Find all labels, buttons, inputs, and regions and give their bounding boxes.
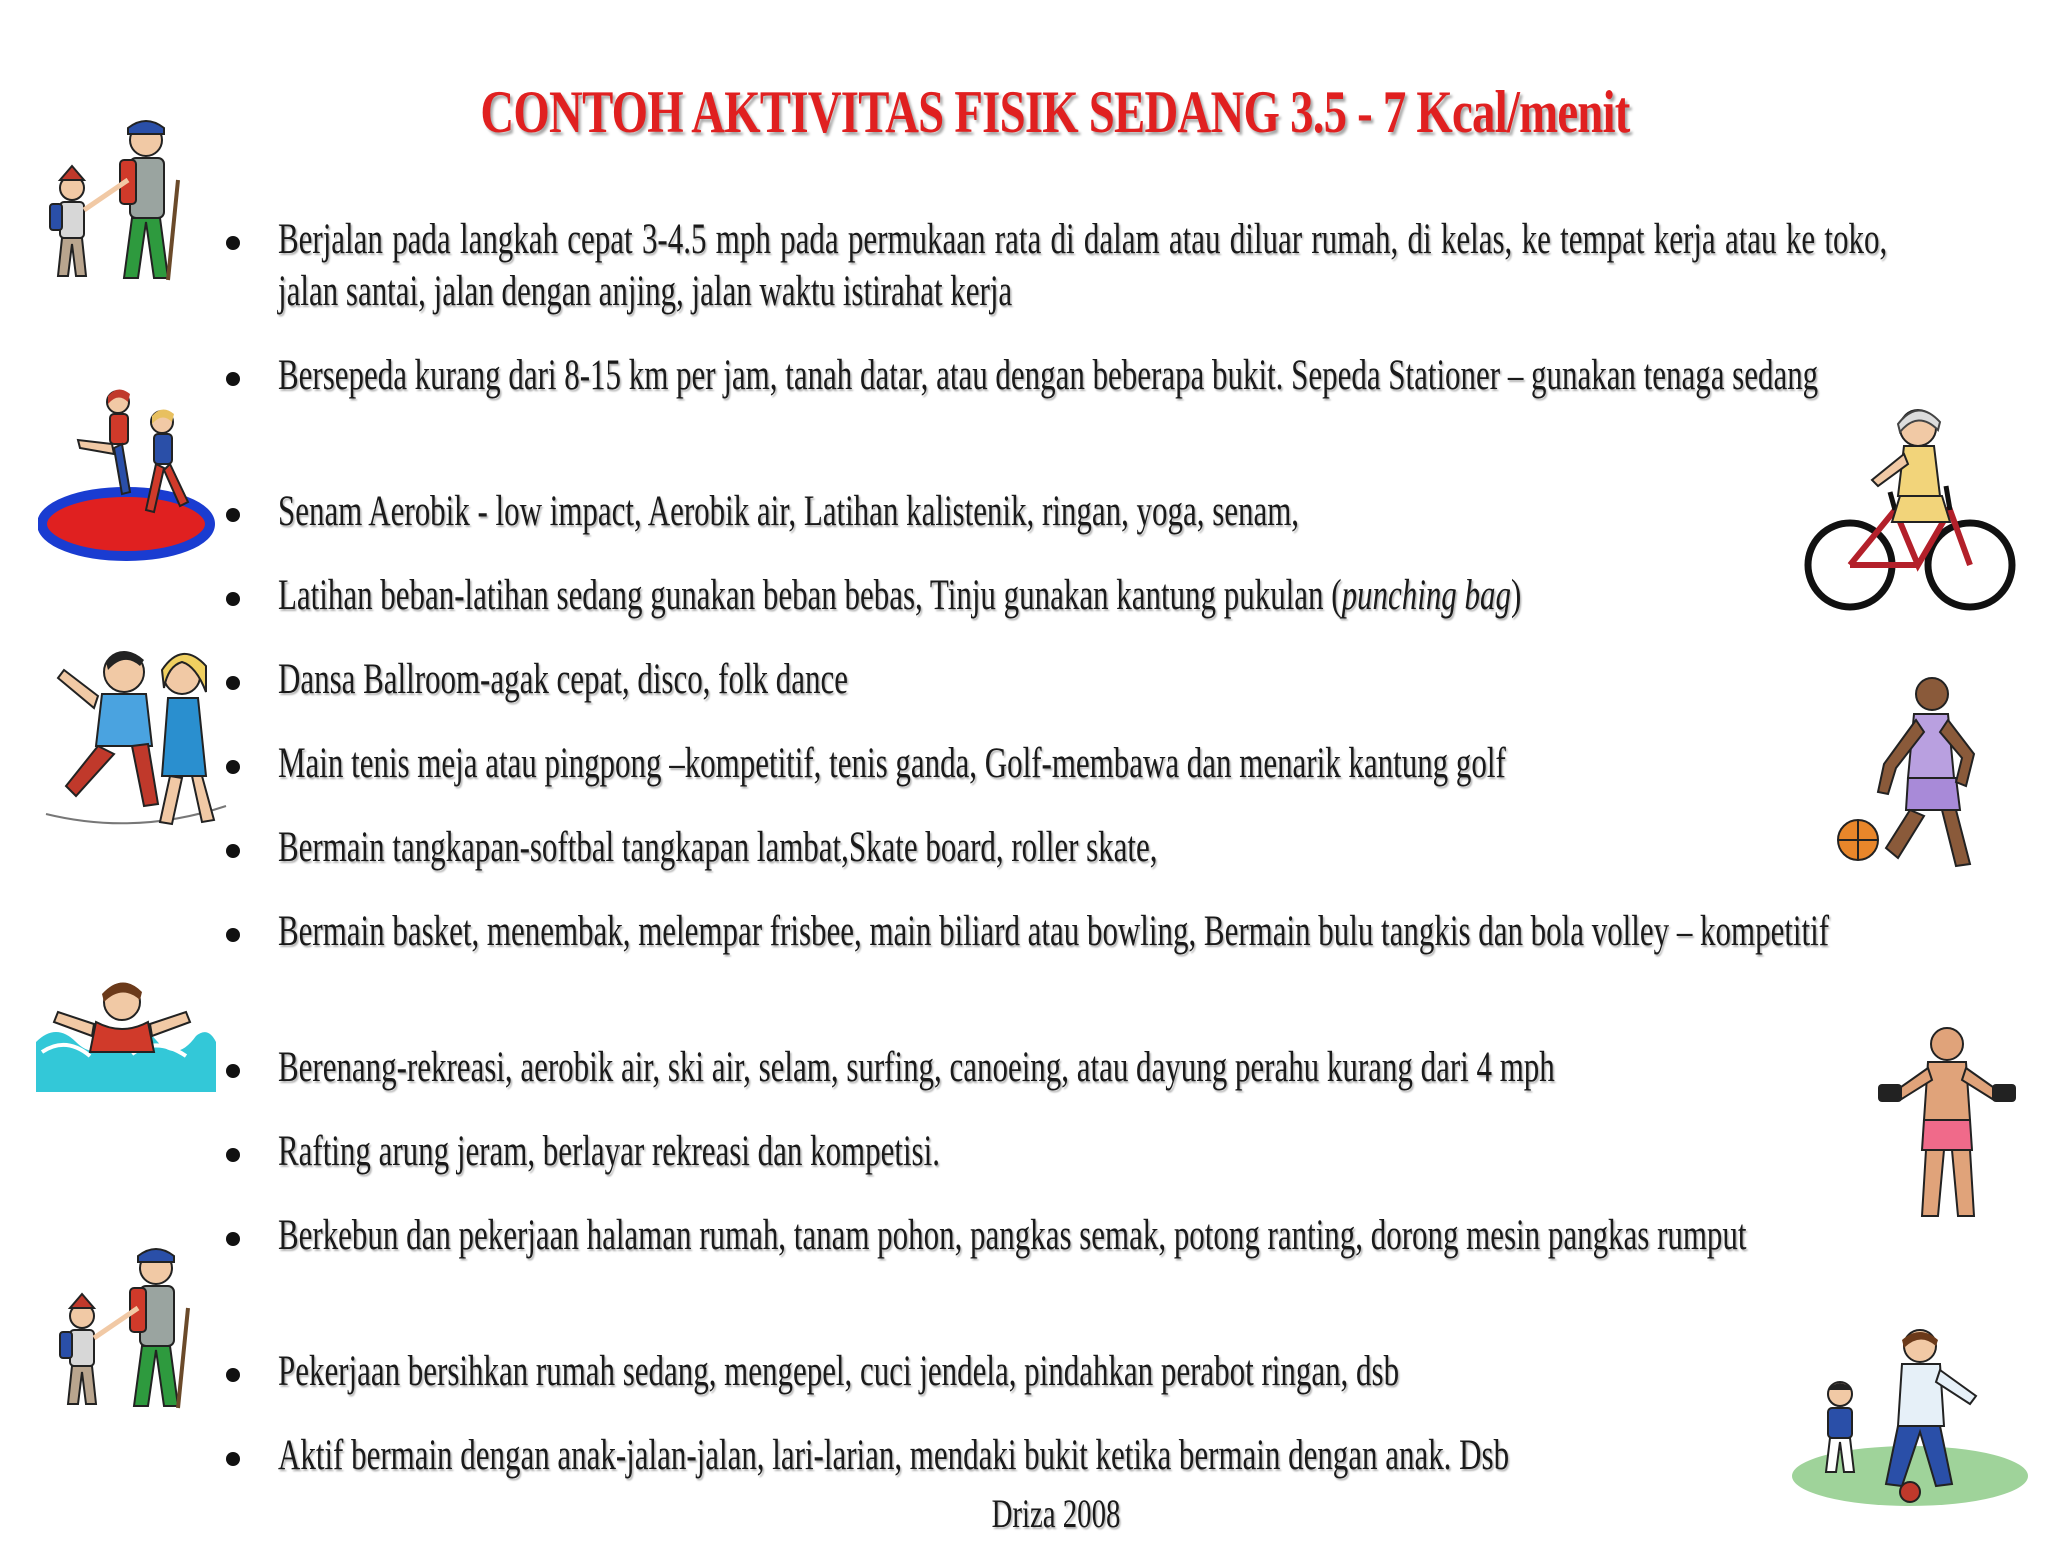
bullet-text-part: Latihan beban-latihan sedang gunakan beban bebas, Tinju gunakan kantung pukulan ( — [278, 572, 1342, 619]
weightlifter-icon — [1872, 1020, 2022, 1230]
father-son-soccer-icon — [1790, 1316, 2030, 1506]
bullet-text: Dansa Ballroom-agak cepat, disco, folk dance — [278, 656, 848, 703]
list-item — [220, 350, 1880, 470]
bullet-dot-icon — [226, 1452, 240, 1466]
bullet-text: Bermain tangkapan-softbal tangkapan lambat,Skate board, roller skate, — [278, 824, 1158, 871]
bullet-text: Berjalan pada langkah cepat 3-4.5 mph pada permukaan rata di dalam atau diluar rumah, di kelas, ke tempat kerja atau ke toko, jalan santai, jalan dengan anjing, jalan waktu istirahat kerja — [278, 216, 1888, 315]
bullet-text: Senam Aerobik - low impact, Aerobik air, Latihan kalistenik, ringan, yoga, senam, — [278, 488, 1300, 535]
bullet-dot-icon — [226, 844, 240, 858]
bullet-text: Bermain basket, menembak, melempar frisbee, main biliard atau bowling, Bermain bulu tangkis dan bola volley – kompetitif — [278, 908, 1830, 955]
bullet-text: Aktif bermain dengan anak-jalan-jalan, lari-larian, mendaki bukit ketika bermain dengan anak. Dsb — [278, 1432, 1510, 1479]
bullet-text: Rafting arung jeram, berlayar rekreasi dan kompetisi. — [278, 1128, 940, 1175]
basketball-player-icon — [1836, 670, 1996, 890]
list-item — [220, 906, 1880, 1026]
bullet-dot-icon — [226, 592, 240, 606]
bullet-text: Bersepeda kurang dari 8-15 km per jam, tanah datar, atau dengan beberapa bukit. Sepeda Stationer – gunakan tenaga sedang — [278, 352, 1819, 399]
bullet-text: Berenang-rekreasi, aerobik air, ski air, selam, surfing, canoeing, atau dayung perahu kurang dari 4 mph — [278, 1044, 1555, 1091]
bullet-dot-icon — [226, 928, 240, 942]
slide-footer: Driza 2008 — [991, 1491, 1121, 1536]
swimmer-icon — [36, 972, 216, 1092]
aerobics-dancers-icon — [38, 382, 218, 562]
bullet-dot-icon — [226, 236, 240, 250]
bullet-dot-icon — [226, 1368, 240, 1382]
bullet-dot-icon — [226, 1148, 240, 1162]
list-item — [220, 214, 1888, 334]
bullet-text: Pekerjaan bersihkan rumah sedang, mengepel, cuci jendela, pindahkan perabot ringan, dsb — [278, 1348, 1400, 1395]
disco-dancers-icon — [36, 636, 236, 836]
bullet-dot-icon — [226, 1064, 240, 1078]
bullet-text — [278, 570, 1887, 622]
hiking-family-icon — [28, 110, 208, 290]
bullet-text-italic: punching bag — [1341, 572, 1511, 619]
bullet-dot-icon — [226, 1232, 240, 1246]
cyclist-grandma-icon — [1800, 400, 2020, 620]
bullet-text: Main tenis meja atau pingpong –kompetitif, tenis ganda, Golf-membawa dan menarik kantung golf — [278, 740, 1506, 787]
bullet-text: Berkebun dan pekerjaan halaman rumah, tanam pohon, pangkas semak, potong ranting, dorong mesin pangkas rumput — [278, 1212, 1747, 1259]
slide-title: CONTOH AKTIVITAS FISIK SEDANG 3.5 - 7 Kcal/menit — [480, 79, 1630, 145]
bullet-text-part: ) — [1510, 572, 1522, 619]
bullet-dot-icon — [226, 508, 240, 522]
hiking-family-icon — [38, 1208, 218, 1448]
bullet-dot-icon — [226, 372, 240, 386]
list-item — [220, 1210, 1880, 1330]
